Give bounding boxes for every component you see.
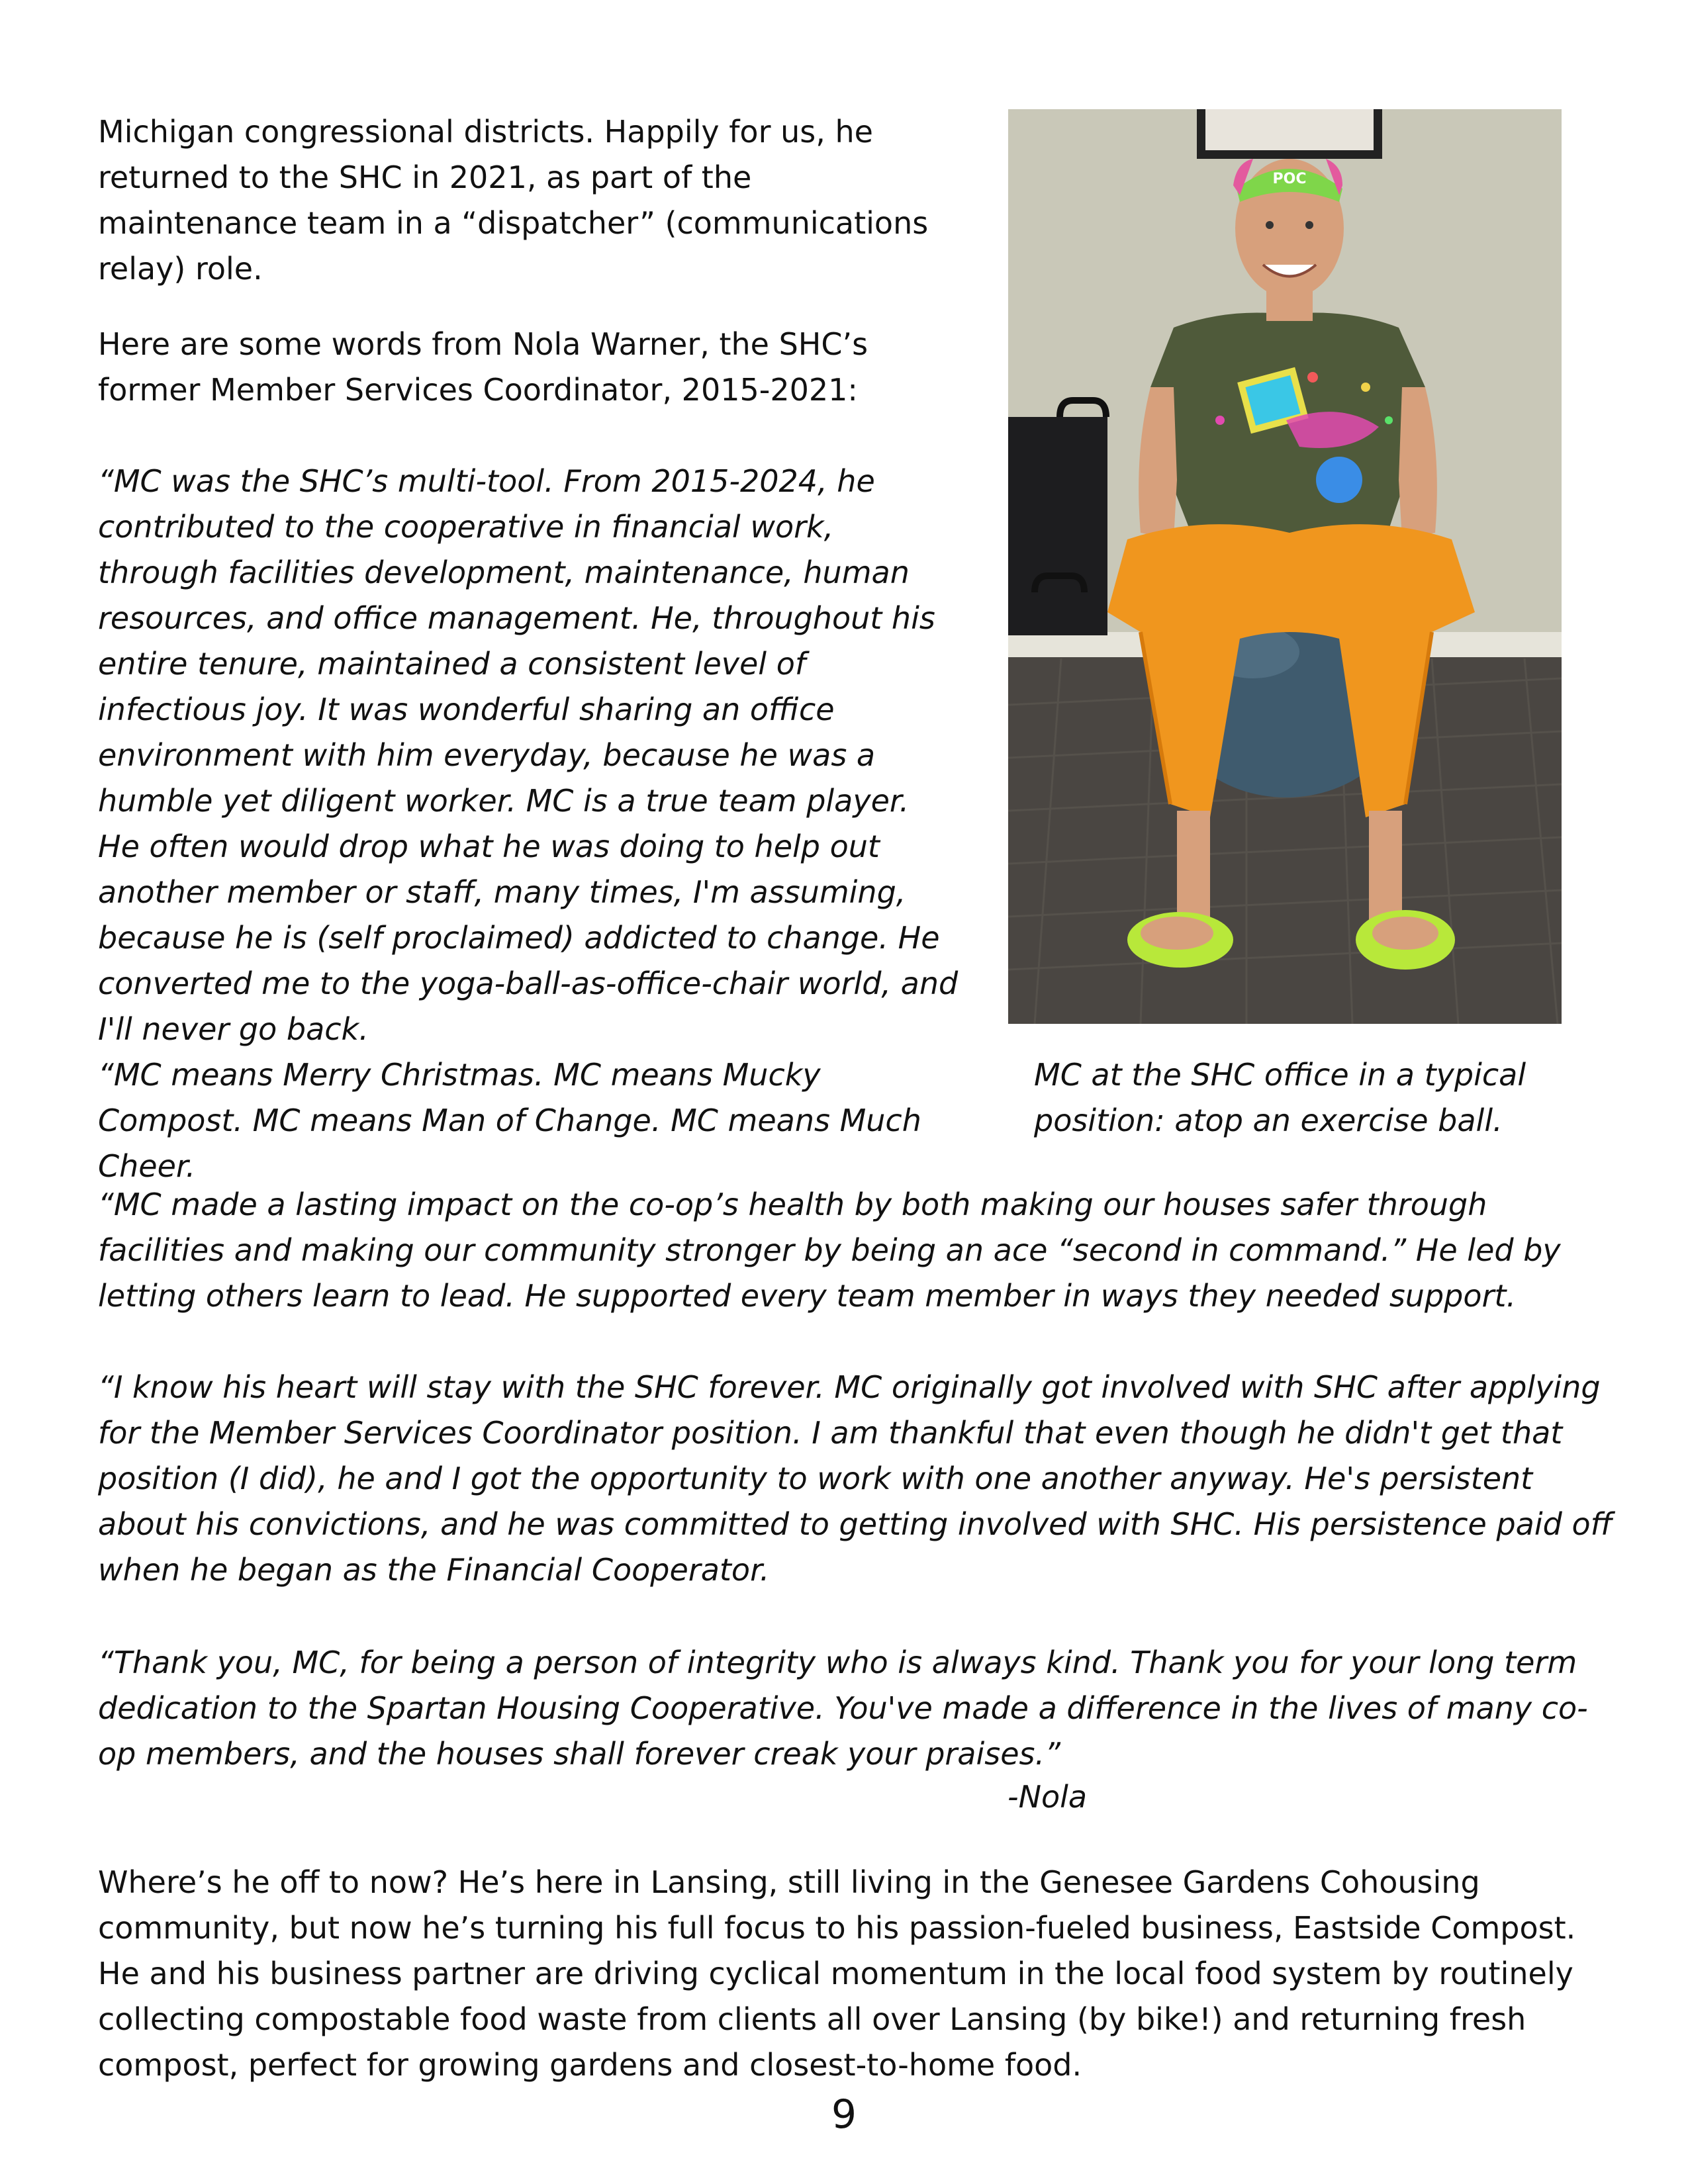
photo-cap-logo: POC (1272, 171, 1307, 187)
quote-paragraph-2: “MC means Merry Christmas. MC means Mucky Compost. MC means Man of Change. MC means Much Cheer. (98, 1057, 921, 1184)
lead-paragraph: Here are some words from Nola Warner, the SHC’s former Member Services Coordinator, 2015-2021: (98, 326, 868, 408)
photo-shirt (1150, 313, 1425, 540)
quote-signature: -Nola (1008, 1779, 1088, 1815)
photo-black-bag (1008, 417, 1107, 635)
quote-paragraph-5: “Thank you, MC, for being a person of integrity who is always kind. Thank you for your long term dedication to the Spartan Housing Cooperative. You've made a difference in the lives of many co-op members, and the houses shall forever creak your praises.” (98, 1645, 1588, 1772)
quote-paragraph-1: “MC was the SHC’s multi-tool. From 2015-2024, he contributed to the cooperative in financial work, through facilities development, maintenance, human resources, and office management. He, throughout his entire tenure, maintained a consistent level of infectious joy. It was wonderful sharing an office environment with him everyday, because he was a humble yet diligent worker. MC is a true team player. He often would drop what he was doing to help out another member or staff, many times, I'm assuming, because he is (self proclaimed) addicted to change. He converted me to the yoga-ball-as-office-chair world, and I'll never go back. (98, 463, 959, 1047)
quote-paragraph-3: “MC made a lasting impact on the co-op’s health by both making our houses safer through facilities and making our community stronger by being an ace “second in command.” He led by letting others learn to lead. He supported every team member in ways they needed support. (98, 1187, 1561, 1314)
photo-mc-on-exercise-ball (1008, 109, 1562, 1024)
photo-caption: MC at the SHC office in a typical position: atop an exercise ball. (1034, 1057, 1526, 1138)
intro-paragraph: Michigan congressional districts. Happily for us, he returned to the SHC in 2021, as part of the maintenance team in a “dispatcher” (communications relay) role. (98, 114, 929, 287)
page-number: 9 (831, 2091, 857, 2138)
closing-paragraph: Where’s he off to now? He’s here in Lansing, still living in the Genesee Gardens Cohousing community, but now he’s turning his full focus to his passion-fueled business, Eastside Compost. He and his business partner are driving cyclical momentum in the local food system by routinely collecting compostable food waste from clients all over Lansing (by bike!) and returning fresh compost, perfect for growing gardens and closest-to-home food. (98, 1864, 1576, 2083)
quote-paragraph-4: “I know his heart will stay with the SHC forever. MC originally got involved with SHC after applying for the Member Services Coordinator position. I am thankful that even though he didn't get that position (I did), he and I got the opportunity to work with one another anyway. He's persistent about his convictions, and he was committed to getting involved with SHC. His persistence paid off when he began as the Financial Cooperator. (98, 1369, 1613, 1588)
